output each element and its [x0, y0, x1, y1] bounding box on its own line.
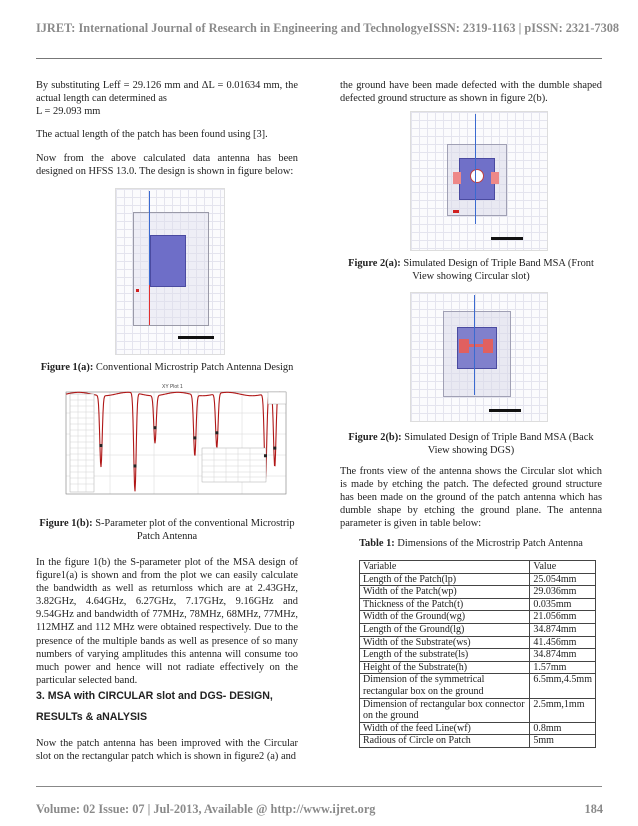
dgs-left: [453, 172, 461, 184]
figure-1b-plot: [36, 380, 298, 505]
variable-cell: Thickness of the Patch(t): [360, 598, 530, 611]
variable-cell: Dimension of the symmetrical rectangular box on the ground: [360, 674, 530, 698]
figure-1a-image: [115, 188, 225, 355]
caption-label: Figure 2(b):: [348, 432, 402, 443]
table-row: [360, 661, 596, 674]
section-heading-line: RESULTs & aNALYSIS: [36, 711, 148, 724]
caption-label: Figure 1(a):: [40, 362, 94, 373]
plot-title: XY Plot 1: [162, 384, 183, 390]
header-cell: Value: [530, 561, 596, 574]
variable-cell: Length of the Patch(lp): [360, 573, 530, 586]
marker-table: [202, 448, 266, 482]
axis-line: [475, 114, 476, 224]
dgs-box-right: [483, 339, 493, 353]
variable-cell: Length of the Ground(lg): [360, 623, 530, 636]
value-cell: 2.5mm,1mm: [530, 698, 596, 722]
port: [136, 289, 139, 292]
table-row: [360, 611, 596, 624]
s-parameter-plot: [36, 380, 298, 505]
figure-1a-caption: [36, 361, 298, 374]
figure-2a-image: [410, 111, 548, 251]
table-row: [360, 649, 596, 662]
paragraph-text: the ground have been made defected with the dumble shaped defected ground structure as shown in figure 2(b).: [340, 80, 602, 105]
equation-result: L = 29.093 mm: [36, 106, 101, 118]
running-footer: [36, 802, 603, 817]
patch: [150, 235, 186, 287]
circular-slot: [470, 169, 484, 183]
paragraph-text: The fronts view of the antenna shows the Circular slot which is made by etching the patch. The defected ground structure has been made on the ground of the patch antenna which has dumble shape by etching the ground plane. The antenna parameter is given in table below:: [340, 466, 602, 530]
variable-cell: Dimension of rectangular box connector on the ground: [360, 698, 530, 722]
dip-marker: [99, 444, 102, 447]
caption-text: Simulated Design of Triple Band MSA (Back View showing DGS): [401, 432, 594, 457]
caption-text: Simulated Design of Triple Band MSA (Front View showing Circular slot): [400, 258, 594, 283]
value-cell: 5mm: [530, 735, 596, 748]
dip-marker: [273, 447, 276, 450]
caption-text: S-Parameter plot of the conventional Microstrip Patch Antenna: [92, 518, 295, 543]
value-cell: 34.874mm: [530, 623, 596, 636]
value-cell: 6.5mm,4.5mm: [530, 674, 596, 698]
dip-marker: [153, 426, 156, 429]
paragraph-line: actual length can determined as: [36, 93, 167, 105]
running-header: [36, 21, 620, 39]
table-caption: [340, 537, 602, 550]
caption-label: Figure 1(b):: [39, 518, 93, 529]
caption-label: Figure 2(a):: [348, 258, 401, 269]
paragraph: [36, 556, 298, 687]
freq-table: [70, 394, 94, 492]
dgs-box-left: [459, 339, 469, 353]
variable-cell: Length of the substrate(ls): [360, 649, 530, 662]
variable-cell: Width of the Substrate(ws): [360, 636, 530, 649]
table-row: [360, 735, 596, 748]
dimensions-table: [359, 560, 596, 748]
variable-cell: Radious of Circle on Patch: [360, 735, 530, 748]
journal-title: IJRET: International Journal of Research in Engineering and Technology: [36, 21, 423, 35]
paragraph: [340, 465, 602, 530]
paragraph: [36, 737, 298, 763]
scale-bar: [491, 237, 523, 240]
scale-bar: [489, 409, 521, 412]
caption-text: Conventional Microstrip Patch Antenna Design: [93, 362, 294, 373]
volume-info: Volume: 02 Issue: 07 | Jul-2013, Available @ http://www.ijret.org: [36, 802, 376, 816]
value-cell: 0.8mm: [530, 722, 596, 735]
port: [453, 210, 459, 213]
dip-marker: [215, 431, 218, 434]
paragraph-text: Now from the above calculated data antenna has been designed on HFSS 13.0. The design is shown in figure below:: [36, 153, 298, 178]
figure-2b-image: [410, 292, 548, 422]
feed-line: [149, 285, 150, 325]
page-number: 184: [584, 802, 603, 816]
dip-marker: [133, 464, 136, 467]
paragraph-text: Now the patch antenna has been improved with the Circular slot on the rectangular patch which is shown in figure2 (a) and: [36, 738, 298, 763]
value-cell: 29.036mm: [530, 586, 596, 599]
dip-marker: [264, 454, 267, 457]
legend-box: [268, 392, 286, 404]
paragraph: [340, 79, 602, 105]
paragraph: [36, 152, 298, 178]
table-row: [360, 698, 596, 722]
figure-1b-caption: [36, 517, 298, 543]
value-cell: 1.57mm: [530, 661, 596, 674]
paragraph: [36, 128, 298, 141]
header-rule: [36, 58, 602, 59]
table-row: [360, 636, 596, 649]
figure-2b-caption: [340, 431, 602, 457]
value-cell: 21.056mm: [530, 611, 596, 624]
paragraph-line: By substituting Leff = 29.126 mm and ΔL = 0.01634 mm, the: [36, 80, 298, 91]
paragraph-text: In the figure 1(b) the S-parameter plot of the MSA design of figure1(a) is shown and from the plot we can easily calculate the bandwidth as well as returnloss which are at 2.43GHz, 3.82GHz, 4.64GHz, 6.27GHz, 7.17GHz, 9.16GHz and 9.54GHz and bandwidth of 77MHz, 78MHz, 68MHz, 77MHz, 112MHZ and 112 MHz were obtained respectively. Due to the presence of the multiple bands as well as presence of so many numbers of varying amplitudes this antenna will consume too much power and hence will not radiate effectively on the particular selected band.: [36, 557, 298, 686]
variable-cell: Height of the Substrate(h): [360, 661, 530, 674]
caption-label: Table 1:: [359, 538, 395, 549]
issn: eISSN: 2319-1163 | pISSN: 2321-7308: [422, 21, 620, 35]
variable-cell: Width of the Patch(wp): [360, 586, 530, 599]
footer-rule: [36, 786, 602, 787]
value-cell: 0.035mm: [530, 598, 596, 611]
variable-cell: Width of the Ground(wg): [360, 611, 530, 624]
header-cell: Variable: [360, 561, 530, 574]
dgs-right: [491, 172, 499, 184]
figure-2a-caption: [340, 257, 602, 283]
paragraph-text: The actual length of the patch has been found using [3].: [36, 129, 268, 140]
dgs-connector: [469, 344, 483, 347]
caption-text: Dimensions of the Microstrip Patch Antenna: [394, 538, 583, 549]
section-heading: [36, 690, 298, 724]
table-row: [360, 573, 596, 586]
section-heading-line: 3. MSA with CIRCULAR slot and DGS- DESIGN,: [36, 690, 273, 702]
left-intro: [36, 79, 298, 118]
dip-marker: [193, 436, 196, 439]
table-row: [360, 674, 596, 698]
value-cell: 25.054mm: [530, 573, 596, 586]
value-cell: 41.456mm: [530, 636, 596, 649]
table-row: [360, 722, 596, 735]
table-row: [360, 598, 596, 611]
table-row: [360, 586, 596, 599]
table-row: [360, 623, 596, 636]
table-header-row: [360, 561, 596, 574]
scale-bar: [178, 336, 214, 339]
variable-cell: Width of the feed Line(wf): [360, 722, 530, 735]
value-cell: 34.874mm: [530, 649, 596, 662]
axis-line: [474, 295, 475, 395]
